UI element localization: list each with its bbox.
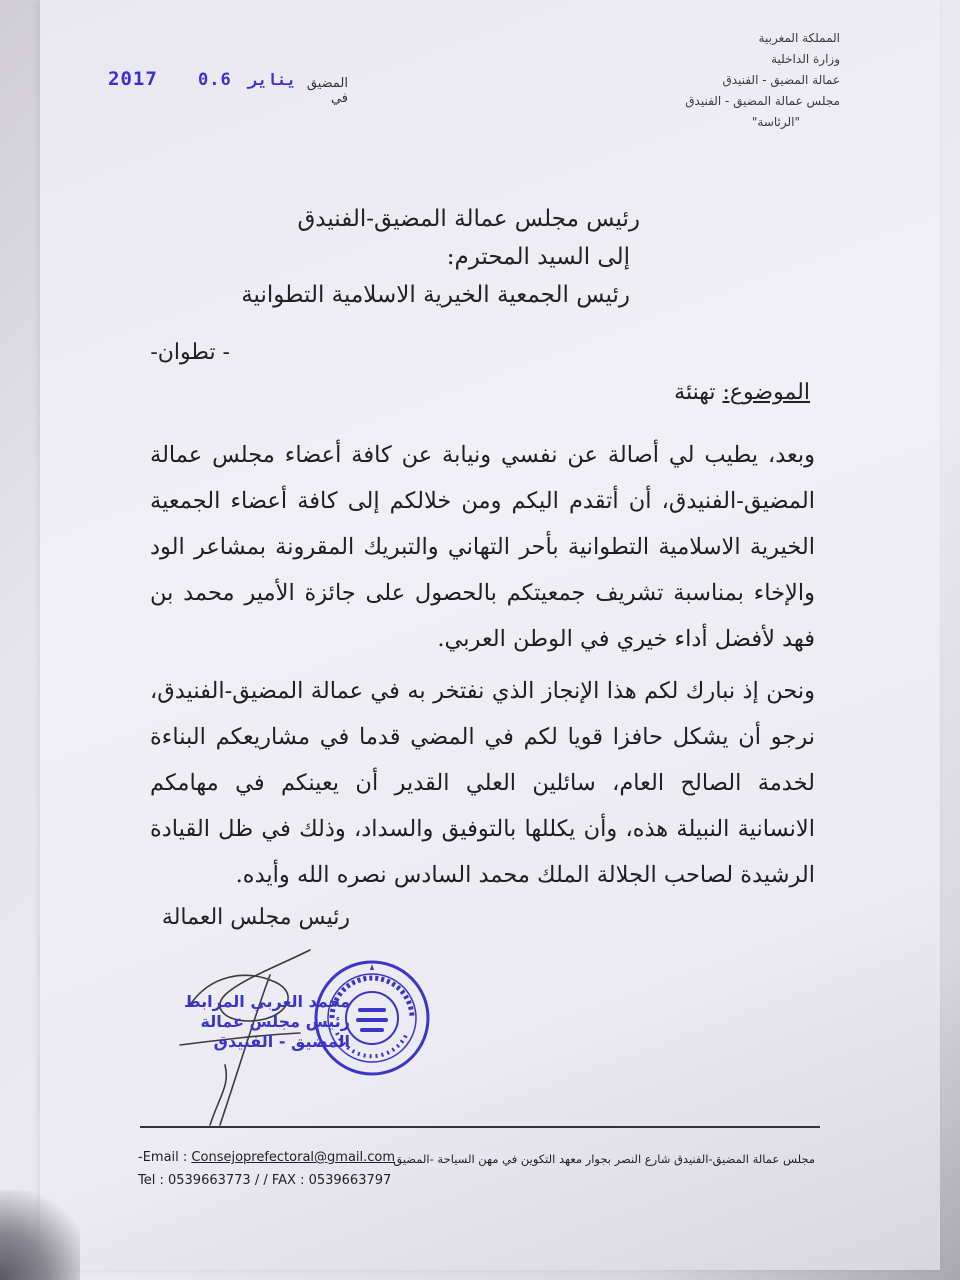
subject-line bbox=[674, 380, 810, 405]
body-paragraph-2: ونحن إذ نبارك لكم هذا الإنجاز الذي نفتخر به في عمالة المضيق-الفنيدق، نرجو أن يشكل حافزا قويا لكم في المضي قدما في مشاريعكم البناءة لخدمة الصالح العام، سائلين العلي القدير أن يعينكم في مهامكم الانسانية النبيلة هذه، وأن يكللها بالتوفيق والسداد، وذلك في ظل القيادة الرشيدة لصاحب الجلالة الملك محمد السادس نصره الله وأيده. bbox=[150, 678, 815, 888]
email-label: -Email : bbox=[138, 1150, 188, 1165]
footer-address: مجلس عمالة المضيق-الفنيدق شارع النصر بجوار معهد التكوين في مهن السياحة -المضيق bbox=[393, 1152, 815, 1166]
letterhead-kingdom: المملكة المغربية bbox=[758, 31, 840, 45]
recipient-block bbox=[160, 200, 640, 314]
date-line bbox=[108, 68, 348, 106]
signer-place: المضيق - الفنيدق bbox=[213, 1032, 350, 1051]
recipient-salutation: إلى السيد المحترم: bbox=[446, 244, 630, 270]
date-month: يناير bbox=[248, 70, 297, 89]
letterhead-prefecture: عمالة المضيق - الفنيدق bbox=[722, 73, 840, 87]
email-link[interactable]: Consejoprefectoral@gmail.com bbox=[191, 1150, 396, 1165]
signer-role: رئيس مجلس عمالة bbox=[200, 1012, 350, 1031]
date-year: 2017 bbox=[108, 68, 158, 90]
sender-title: رئيس مجلس عمالة المضيق-الفنيدق bbox=[297, 206, 640, 232]
date-stamp bbox=[108, 68, 297, 90]
date-place: المضيق في bbox=[306, 76, 348, 106]
letterhead-ministry: وزارة الداخلية bbox=[771, 52, 840, 66]
body-paragraph-1: وبعد، يطيب لي أصالة عن نفسي ونيابة عن كافة أعضاء مجلس عمالة المضيق-الفنيدق، أن أتقدم اليكم ومن خلالكم إلى كافة أعضاء الجمعية الخيرية الاسلامية التطوانية بأحر التهاني والتبريك المقرونة بمشاعر الود والإخاء بمناسبة تشريف جمعيتكم بالحصول على جائزة الأمير محمد بن فهد لأفضل أداء خيري في الوطن العربي. bbox=[150, 442, 815, 652]
background-shadow bbox=[0, 1190, 80, 1280]
recipient-name: رئيس الجمعية الخيرية الاسلامية التطوانية bbox=[241, 282, 630, 308]
signature-title: رئيس مجلس العمالة bbox=[161, 905, 350, 930]
footer-phone-line: Tel : 0539663773 / / FAX : 0539663797 bbox=[138, 1173, 392, 1188]
subject-value: تهنئة bbox=[674, 380, 716, 405]
subject-label: الموضوع: bbox=[722, 380, 810, 405]
letterhead bbox=[580, 28, 840, 133]
official-seal bbox=[312, 958, 432, 1078]
date-day: 0.6 bbox=[198, 70, 232, 90]
letterhead-presidency: "الرئاسة" bbox=[751, 115, 800, 129]
signer-name: محمد العربي المرابط bbox=[183, 992, 350, 1011]
letterhead-council: مجلس عمالة المضيق - الفنيدق bbox=[685, 94, 840, 108]
recipient-city: - تطوان- bbox=[150, 340, 230, 365]
footer-email-line bbox=[138, 1150, 395, 1165]
footer-divider bbox=[140, 1126, 820, 1128]
